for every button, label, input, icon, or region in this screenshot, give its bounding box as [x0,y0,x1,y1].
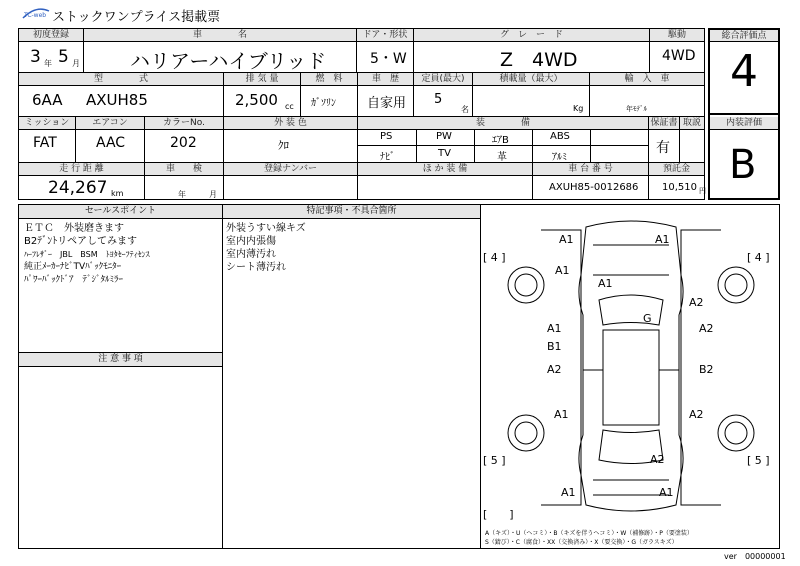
hdr-mission: ミッション [19,117,75,129]
hdr-fuel: 燃 料 [301,73,357,85]
mark-rear-door-l: A2 [547,363,562,376]
hdr-vehicle-name: 車 名 [84,29,356,41]
legend-line1: A（キズ）・U（ヘコミ）・B（キズを伴うヘコミ）・W（補修跡）・P（要塗装） [485,530,693,537]
notes-header: 注 意 事 項 [19,353,222,366]
tire-label-fr: [ 4 ] [747,251,770,264]
equip-pw: PW [436,131,452,142]
equip-ps: PS [380,131,393,142]
hdr-deposit: 預託金 [649,163,704,175]
remark: 室内内張傷 [226,236,276,247]
mark-rear-fender-r: A2 [689,408,704,421]
hdr-capacity: 定員(最大) [414,73,472,85]
grade: Z 4WD [500,49,578,71]
hdr-other-equipment: ほ か 装 備 [358,163,532,175]
hdr-manual: 取説 [680,117,704,129]
mark-roof: G [643,312,652,325]
tire-label-rl: [ 5 ] [483,454,506,467]
hdr-drive: 駆動 [650,29,704,41]
tire-rear-left [508,415,544,451]
equip-abs: ABS [550,131,570,142]
interior-score: B [729,142,757,188]
model-prefix: 6AA [32,91,63,109]
tire-label-rr: [ 5 ] [747,454,770,467]
mark-rear-door-r: B2 [699,363,714,376]
legend-line2: S（錆び）・C（腐食）・XX（交換済み）・X（要交換）・G（ガラスキズ） [485,539,678,546]
fuel: ｶﾞｿﾘﾝ [311,98,336,109]
mark-hood: A1 [598,277,613,290]
sales-point: ﾊﾟﾜｰﾊﾞｯｸﾄﾞｱ ﾃﾞｼﾞﾀﾙﾐﾗｰ [24,275,124,285]
mark-front-fender-l: A1 [555,264,570,277]
hdr-load: 積載量（最大） [473,73,589,85]
sales-point: ＥＴＣ 外装磨きます [24,223,124,234]
tire-label-spare: [ ] [483,508,514,521]
hdr-overall-score: 総合評価点 [710,30,778,42]
mark-front-door-r: A2 [699,322,714,335]
sales-point: 純正ﾒｰｶｰﾅﾋﾞTVﾊﾞｯｸﾓﾆﾀｰ [24,262,122,272]
mission: FAT [33,135,57,151]
reg-year: 3 [30,47,41,67]
hdr-grade: グ レ ー ド [414,29,649,41]
km-unit: km [111,189,124,198]
mark-front-fender-r: A2 [689,296,704,309]
door-shape: 5・W [370,51,407,67]
tire-front-right [718,267,754,303]
tire-front-left [508,267,544,303]
tire-rear-right [718,415,754,451]
hdr-color-no: カラーNo. [145,117,223,129]
mark-front-door-l-1: A1 [547,322,562,335]
hdr-mileage: 走 行 距 離 [19,163,144,175]
history: 自家用 [367,96,407,111]
equip-airbag: ｴｱB [492,135,509,146]
drive: 4WD [662,48,696,64]
model: AXUH85 [86,91,148,109]
hdr-history: 車 歴 [358,73,413,85]
hdr-chassis-no: 車 台 番 号 [533,163,648,175]
reg-month: 5 [58,47,69,67]
hdr-inspection: 車 検 [145,163,223,175]
equip-navi: ﾅﾋﾞ [380,152,395,163]
overall-score: 4 [730,46,758,97]
hdr-reg-number: 登録ナンバー [224,163,357,175]
yen-unit: 円 [699,187,706,195]
mark-rear-bumper-l: A1 [561,486,576,499]
insp-month-unit: 月 [209,190,217,199]
sales-point: ﾊｰﾌﾚｻﾞｰ JBL BSM ﾄﾖﾀｾｰﾌﾃｨｾﾝｽ [24,250,150,259]
remarks-header: 特記事項・不具合箇所 [223,205,480,218]
remark: 室内薄汚れ [226,249,276,260]
mileage: 24,267 [48,178,108,198]
person-unit: 名 [461,105,469,114]
capacity: 5 [434,92,443,107]
hdr-interior-score: 内装評価 [710,117,778,129]
mark-front-bumper-r: A1 [655,233,670,246]
hdr-exterior-color: 外 装 色 [224,117,357,129]
displacement: 2,500 [235,91,278,109]
equip-tv: TV [438,148,451,159]
tc-web-logo-icon [22,7,50,21]
year-unit: 年 [44,59,52,68]
hdr-aircon: エアコン [76,117,144,129]
mark-front-bumper-l: A1 [559,233,574,246]
remarks-list [226,222,306,274]
warranty: 有 [656,140,670,156]
remark: 外装うすい線キズ [226,223,306,234]
hdr-import: 輸 入 車 [590,73,704,85]
model-year-label: 年ﾓﾃﾞﾙ [626,105,647,113]
hdr-warranty: 保証書 [650,118,678,128]
hdr-displacement: 排 気 量 [224,73,300,85]
deposit: 10,510 [662,182,697,193]
vehicle-name: ハリアーハイブリッド [130,49,327,73]
hdr-model: 型 式 [19,73,223,85]
logo-text: TC-web [24,12,47,19]
equip-alloy: ｱﾙﾐ [552,152,567,163]
color-no: 202 [170,135,197,151]
car-diagram [481,205,779,548]
mark-front-door-l-2: B1 [547,340,562,353]
version: ver 00000001 [724,552,786,561]
hdr-equipment: 装 備 [358,117,648,129]
mark-rear-bumper-r: A1 [659,486,674,499]
equip-leather: 革 [497,152,507,163]
remark: シート薄汚れ [226,262,286,273]
hdr-door-shape: ドア・形状 [357,29,413,41]
hdr-first-reg: 初度登録 [19,29,83,41]
cc-unit: cc [285,102,294,111]
page-title: ストックワンプライス掲載票 [52,10,221,25]
mark-back-door: A2 [650,453,665,466]
logo [22,6,50,20]
exterior-color: ｸﾛ [278,139,289,152]
insp-year-unit: 年 [178,190,186,199]
kg-unit: Kg [573,104,584,113]
sales-points-list [24,222,150,287]
aircon: AAC [96,135,126,151]
month-unit: 月 [72,59,80,68]
chassis-no: AXUH85-0012686 [549,182,639,193]
sales-points-header: セールスポイント [19,205,222,218]
tire-label-fl: [ 4 ] [483,251,506,264]
mark-rear-fender-l: A1 [554,408,569,421]
sales-point: B2ﾃﾞﾝﾄリペアしてみます [24,236,138,247]
